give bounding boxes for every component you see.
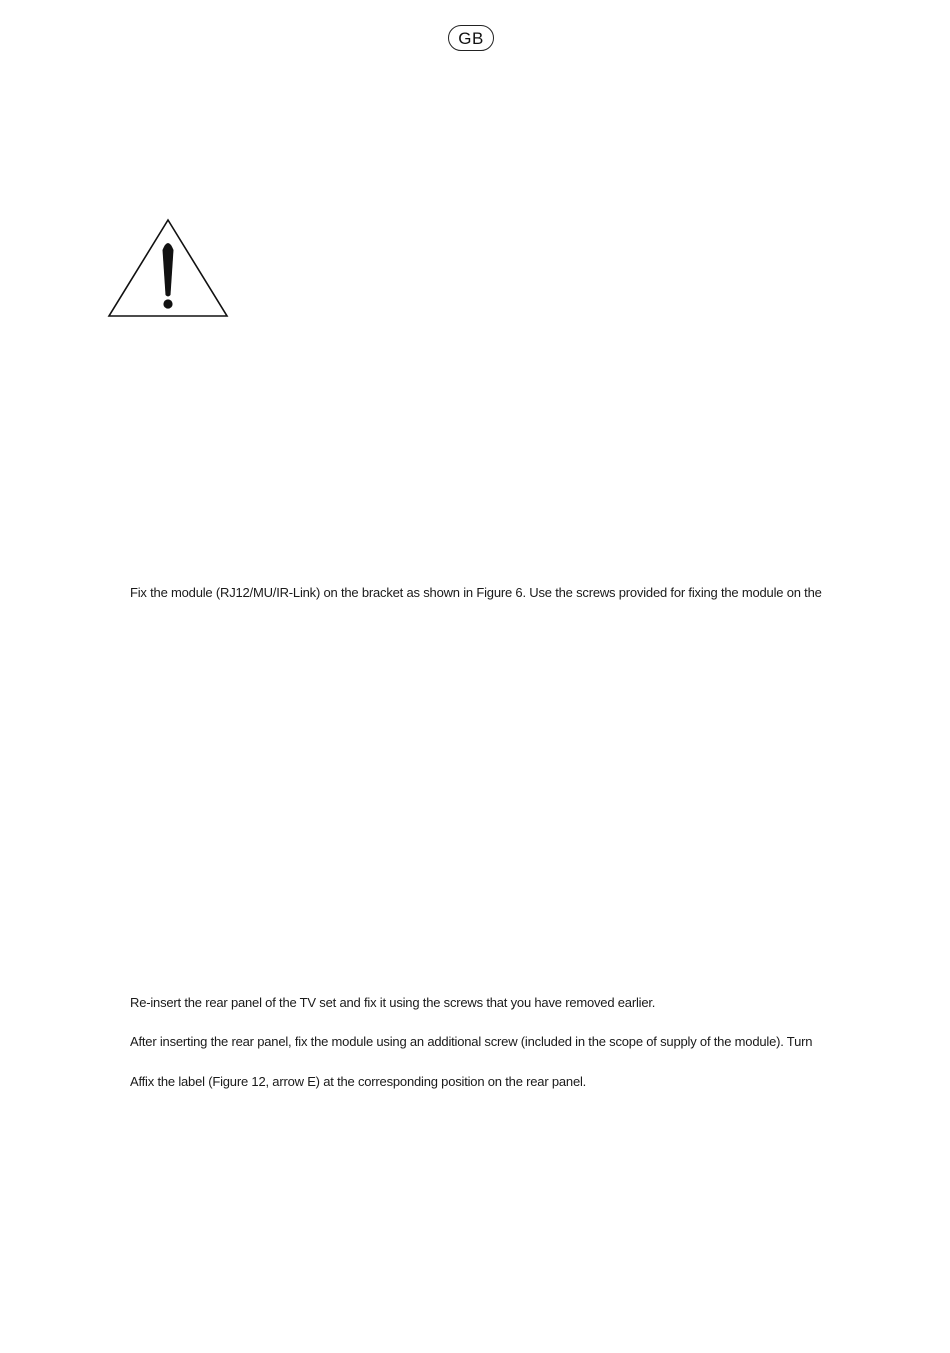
language-badge: GB [448,25,494,51]
instruction-fix-module-additional-screw: After inserting the rear panel, fix the module using an additional screw (included in the scope of supply of the module). Turn [130,1034,813,1049]
warning-triangle-icon [106,217,230,319]
instruction-affix-label: Affix the label (Figure 12, arrow E) at the corresponding position on the rear panel. [130,1074,587,1089]
instruction-reinsert-rear-panel: Re-insert the rear panel of the TV set and fix it using the screws that you have removed earlier. [130,995,656,1010]
instruction-fix-module: Fix the module (RJ12/MU/IR-Link) on the bracket as shown in Figure 6. Use the screws provided for fixing the module on the [130,585,822,600]
